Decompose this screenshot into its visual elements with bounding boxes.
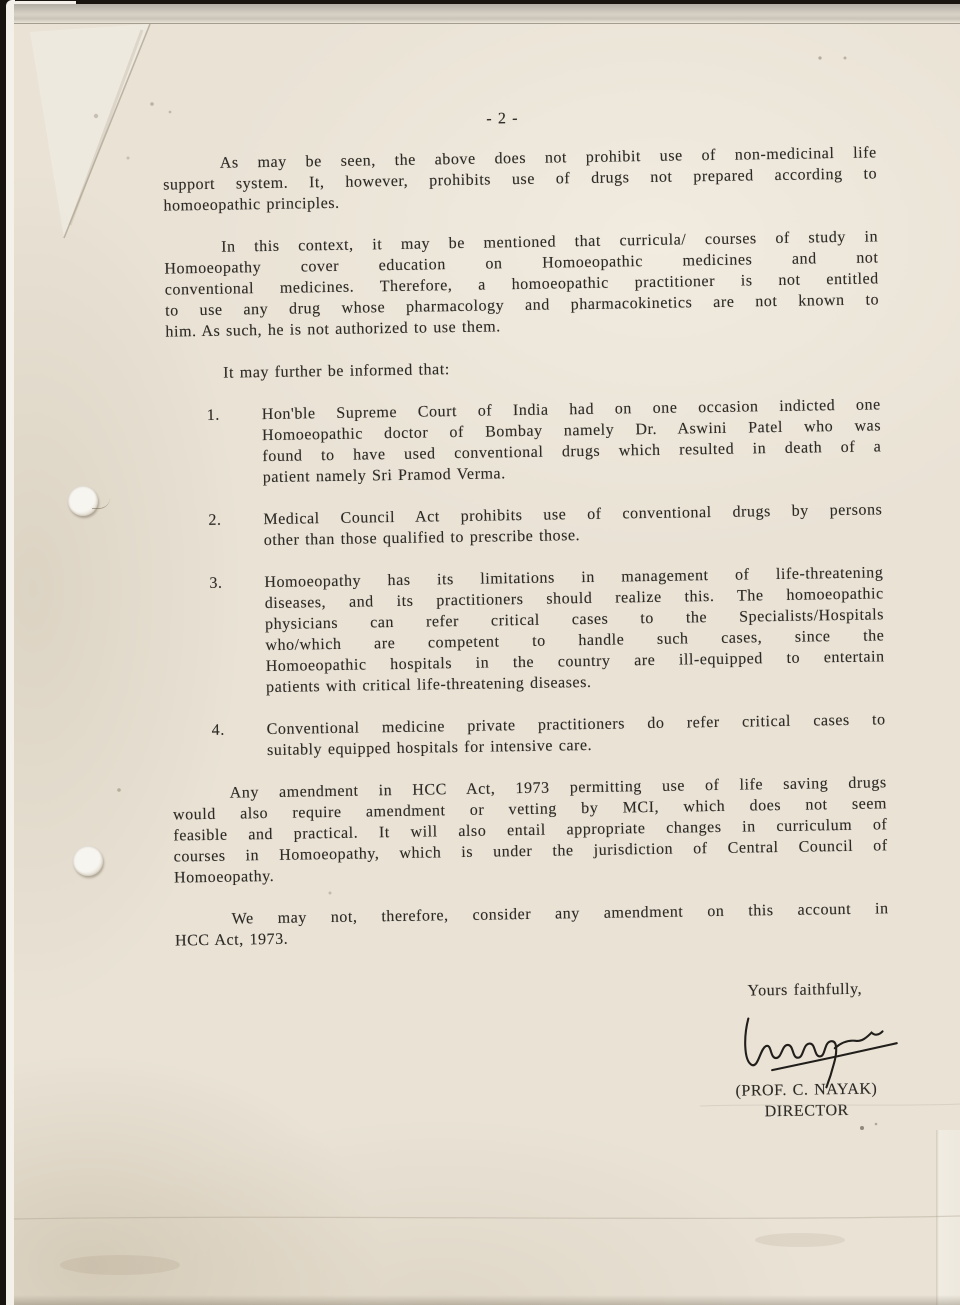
- list-item-number: 4.: [211, 721, 225, 739]
- list-item-text: [263, 499, 883, 551]
- text-line: found to have used conventional drugs which resulted in death of a: [262, 438, 882, 466]
- punch-hole-bottom: [73, 846, 103, 876]
- paragraph: [175, 898, 890, 951]
- paragraph: [164, 226, 880, 342]
- list-item-number: 3.: [209, 574, 223, 592]
- valediction: Yours faithfully,: [747, 980, 863, 1000]
- text-line: HCC Act, 1973.: [174, 930, 289, 950]
- text-line: support system. It, however, prohibits use of drugs not prepared according to: [163, 165, 878, 194]
- text-line: patients with critical life-threatening diseases.: [265, 673, 592, 697]
- text-line: who/which are competent to handle such cases, since the: [265, 627, 885, 655]
- paragraph: [163, 142, 878, 216]
- signatory-title: DIRECTOR: [764, 1101, 849, 1121]
- list-item-number: 1.: [206, 406, 221, 424]
- text-line: courses in Homoeopathy, which is under the jurisdiction of Central Council of: [173, 837, 888, 866]
- text-line: homoeopathic principles.: [163, 194, 340, 215]
- closing-block: [710, 978, 902, 1123]
- list-item-text: [264, 562, 885, 698]
- text-line: Homoeopathy.: [173, 867, 275, 887]
- text-line: would also require amendment or vetting by MCI, which does not seem: [172, 795, 888, 824]
- text-line: Medical Council Act prohibits use of conventional drugs by persons: [263, 501, 883, 529]
- paragraph: [166, 352, 880, 384]
- text-line: Homoeopathy has its limitations in management of life-threatening: [264, 564, 884, 592]
- text-line: Homoeopathic hospitals in the country are ill-equipped to entertain: [265, 648, 885, 676]
- list-item: [172, 709, 887, 762]
- page-number: - 2 -: [486, 110, 519, 128]
- text-line: patient namely Sri Pramod Verma.: [262, 465, 506, 487]
- text-line: It may further be informed that:: [222, 361, 450, 382]
- list-item: [168, 499, 883, 552]
- text-line: In this context, it may be mentioned that curricula/ courses of study in: [221, 228, 879, 256]
- text-line: Homoeopathy cover education on Homoeopathic medicines and not: [164, 249, 879, 278]
- text-line: Conventional medicine private practitioners do refer critical cases to: [266, 711, 886, 739]
- text-line: him. As such, he is not authorized to use them.: [165, 318, 501, 341]
- list-item: [169, 562, 885, 699]
- signatory-name: (PROF. C. NAYAK): [735, 1080, 878, 1100]
- letter-page: [14, 4, 960, 1305]
- text-line: diseases, and its practitioners should realize this. The homoeopathic: [264, 585, 884, 613]
- text-line: Any amendment in HCC Act, 1973 permitting use of life saving drugs: [229, 774, 887, 802]
- text-line: other than those qualified to prescribe those.: [263, 527, 581, 550]
- letter-body: [163, 142, 889, 951]
- punch-hole-top: [68, 486, 98, 516]
- text-line: suitably equipped hospitals for intensive care.: [266, 736, 593, 760]
- text-line: physicians can refer critical cases to the Specialists/Hospitals: [264, 606, 885, 634]
- text-line: feasible and practical. It will also entail appropriate changes in curriculum of: [173, 816, 888, 845]
- text-line: conventional medicines. Therefore, a homoeopathic practitioner is not entitled: [164, 270, 879, 299]
- paragraph: [173, 772, 889, 888]
- letter-content: [162, 102, 892, 1131]
- page-bottom-edge-shadow: [14, 1295, 960, 1305]
- text-line: Hon'ble Supreme Court of India had on one occasion indicted one: [261, 396, 881, 424]
- list-item-number: 2.: [208, 511, 222, 529]
- page-top-edge-shadow: [14, 4, 960, 24]
- underlying-sheet-edge: [936, 1130, 960, 1305]
- text-line: As may be seen, the above does not prohibit use of non-medicinal life: [219, 144, 877, 172]
- text-line: Homoeopathic doctor of Bombay namely Dr. Aswini Patel who was: [261, 417, 882, 445]
- text-line: We may not, therefore, consider any amendment on this account in: [231, 900, 889, 928]
- text-line: to use any drug whose pharmacology and pharmacokinetics are not known to: [165, 291, 880, 320]
- list-item: [167, 394, 882, 489]
- list-item-text: [267, 709, 887, 761]
- list-item-text: [262, 394, 882, 488]
